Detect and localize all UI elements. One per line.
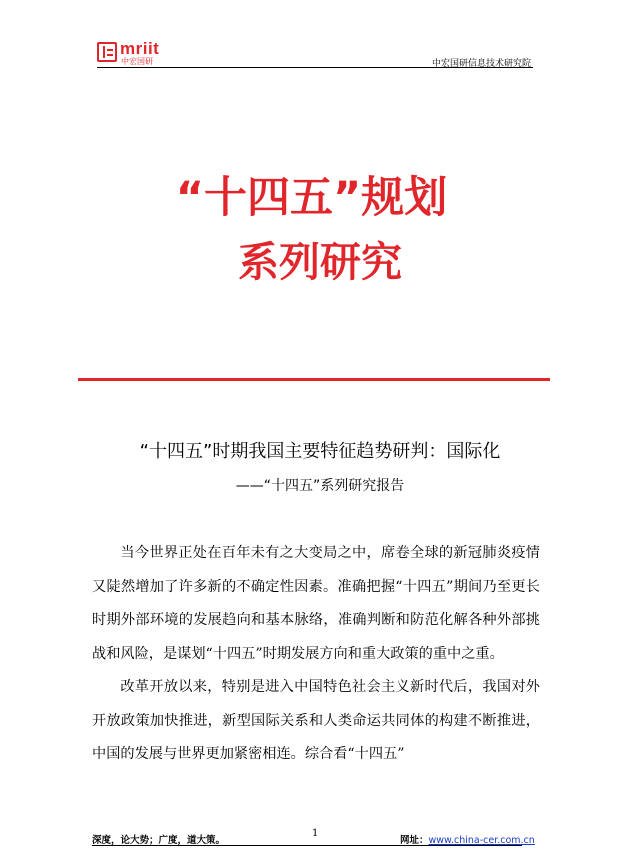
cover-title-line2: 系列研究 (238, 238, 402, 286)
body-text (92, 537, 540, 772)
footer-website (400, 832, 535, 846)
footer-slogan: 深度，论大势；广度，道大策。 (92, 835, 226, 846)
organization-name: 中宏国研信息技术研究院 (431, 59, 531, 69)
page-number: 1 (312, 828, 319, 839)
mriit-logo (97, 39, 161, 66)
website-link[interactable]: www.china-cer.com.cn (428, 835, 535, 846)
body-paragraph: 当今世界正处在百年未有之大变局之中，席卷全球的新冠肺炎疫情又陡然增加了许多新的不确定性因素。准确把握“十四五”期间乃至更长时期外部环境的发展趋向和基本脉络，准确判断和防范化解各种外部挑战和风险，是谋划“十四五”时期发展方向和重大政策的重中之重。 (92, 545, 540, 662)
cover-title-line1: “十四五”规划 (175, 173, 448, 223)
logo-mark-icon (97, 42, 117, 62)
report-subtitle: ——“十四五”系列研究报告 (235, 478, 405, 494)
footer-divider (92, 845, 522, 846)
body-paragraph: 改革开放以来，特别是进入中国特色社会主义新时代后，我国对外开放政策加快推进，新型国际关系和人类命运共同体的构建不断推进，中国的发展与世界更加紧密相连。综合看“十四五” (92, 679, 540, 762)
logo-subtitle: 中宏国研 (121, 57, 153, 66)
page-header (0, 0, 623, 70)
report-title: “十四五”时期我国主要特征趋势研判：国际化 (139, 441, 501, 462)
red-divider (78, 378, 550, 381)
header-divider (97, 67, 533, 68)
url-label: 网址： (400, 835, 429, 846)
logo-name: mriit (120, 39, 160, 58)
